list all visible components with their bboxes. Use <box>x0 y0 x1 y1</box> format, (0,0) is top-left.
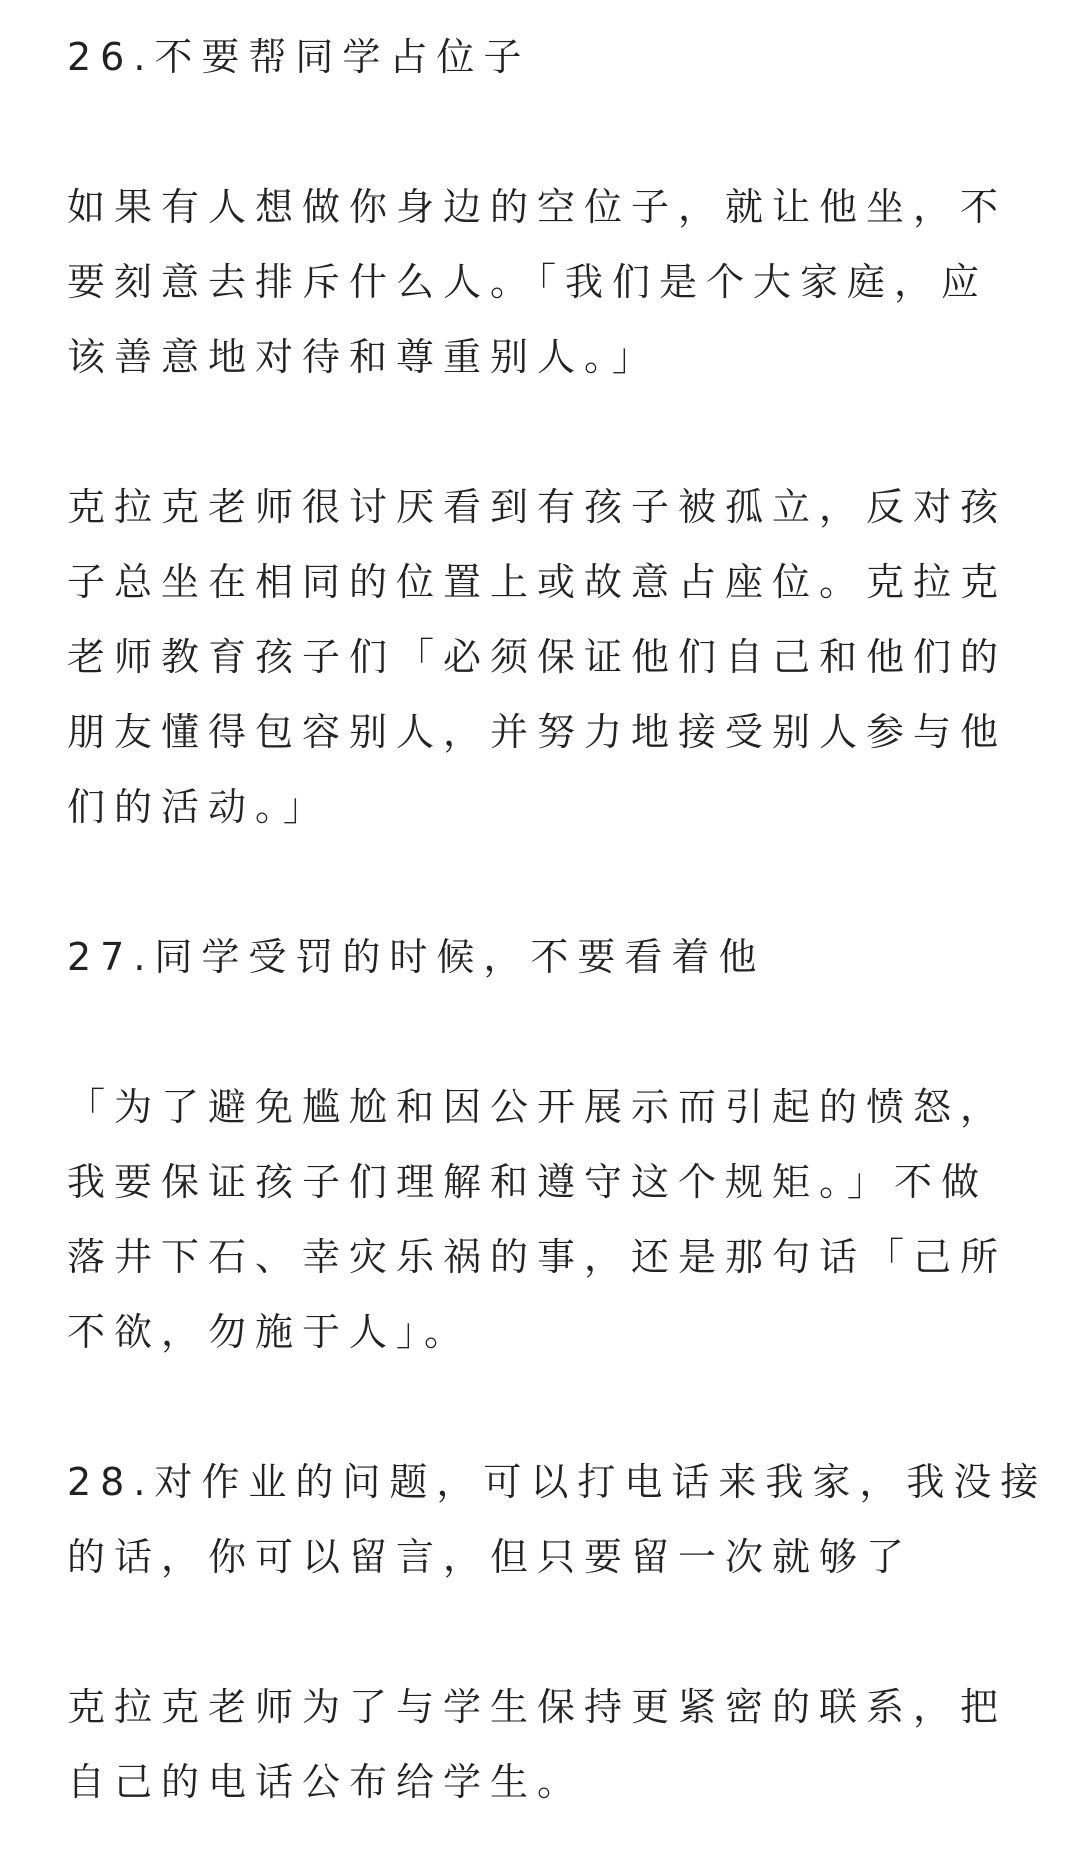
paragraph <box>67 470 1027 845</box>
text-line: 我要保证孩子们理解和遵守这个规矩。」不做 <box>67 1160 989 1204</box>
text-line: 该善意地对待和尊重别人。」 <box>67 335 660 379</box>
text-line: 28.对作业的问题，可以打电话来我家，我没接 <box>67 1460 1048 1504</box>
paragraph-gap <box>67 395 1027 470</box>
text-line: 如果有人想做你身边的空位子，就让他坐，不 <box>67 185 1008 229</box>
text-line: 27.同学受罚的时候，不要看着他 <box>67 935 766 979</box>
text-line: 子总坐在相同的位置上或故意占座位。克拉克 <box>67 560 1008 604</box>
paragraph <box>67 1670 1027 1820</box>
text-line: 自己的电话公布给学生。 <box>67 1760 585 1804</box>
text-line: 克拉克老师很讨厌看到有孩子被孤立，反对孩 <box>67 485 1008 529</box>
section-heading-28 <box>67 1445 1048 1595</box>
section-heading-27 <box>67 920 1027 995</box>
text-line: 们的活动。」 <box>67 785 331 829</box>
paragraph-gap <box>67 95 1027 170</box>
text-line: 不欲，勿施于人」。 <box>67 1310 472 1354</box>
text-line: 朋友懂得包容别人，并努力地接受别人参与他 <box>67 710 1008 754</box>
paragraph <box>67 1070 1027 1370</box>
text-line: 老师教育孩子们「必须保证他们自己和他们的 <box>67 635 1008 679</box>
article-body <box>67 20 1048 1820</box>
paragraph-gap <box>67 1370 1027 1445</box>
text-line: 要刻意去排斥什么人。「我们是个大家庭，应 <box>67 260 989 304</box>
paragraph <box>67 170 1027 395</box>
paragraph-gap <box>67 995 1027 1070</box>
section-heading-26 <box>67 20 1027 95</box>
paragraph-gap <box>67 1595 1027 1670</box>
text-line: 「为了避免尴尬和因公开展示而引起的愤怒， <box>67 1085 1008 1129</box>
text-line: 的话，你可以留言，但只要留一次就够了 <box>67 1535 914 1579</box>
text-line: 26.不要帮同学占位子 <box>67 35 531 79</box>
text-line: 落井下石、幸灾乐祸的事，还是那句话「己所 <box>67 1235 1008 1279</box>
paragraph-gap <box>67 845 1027 920</box>
text-line: 克拉克老师为了与学生保持更紧密的联系，把 <box>67 1685 1008 1729</box>
